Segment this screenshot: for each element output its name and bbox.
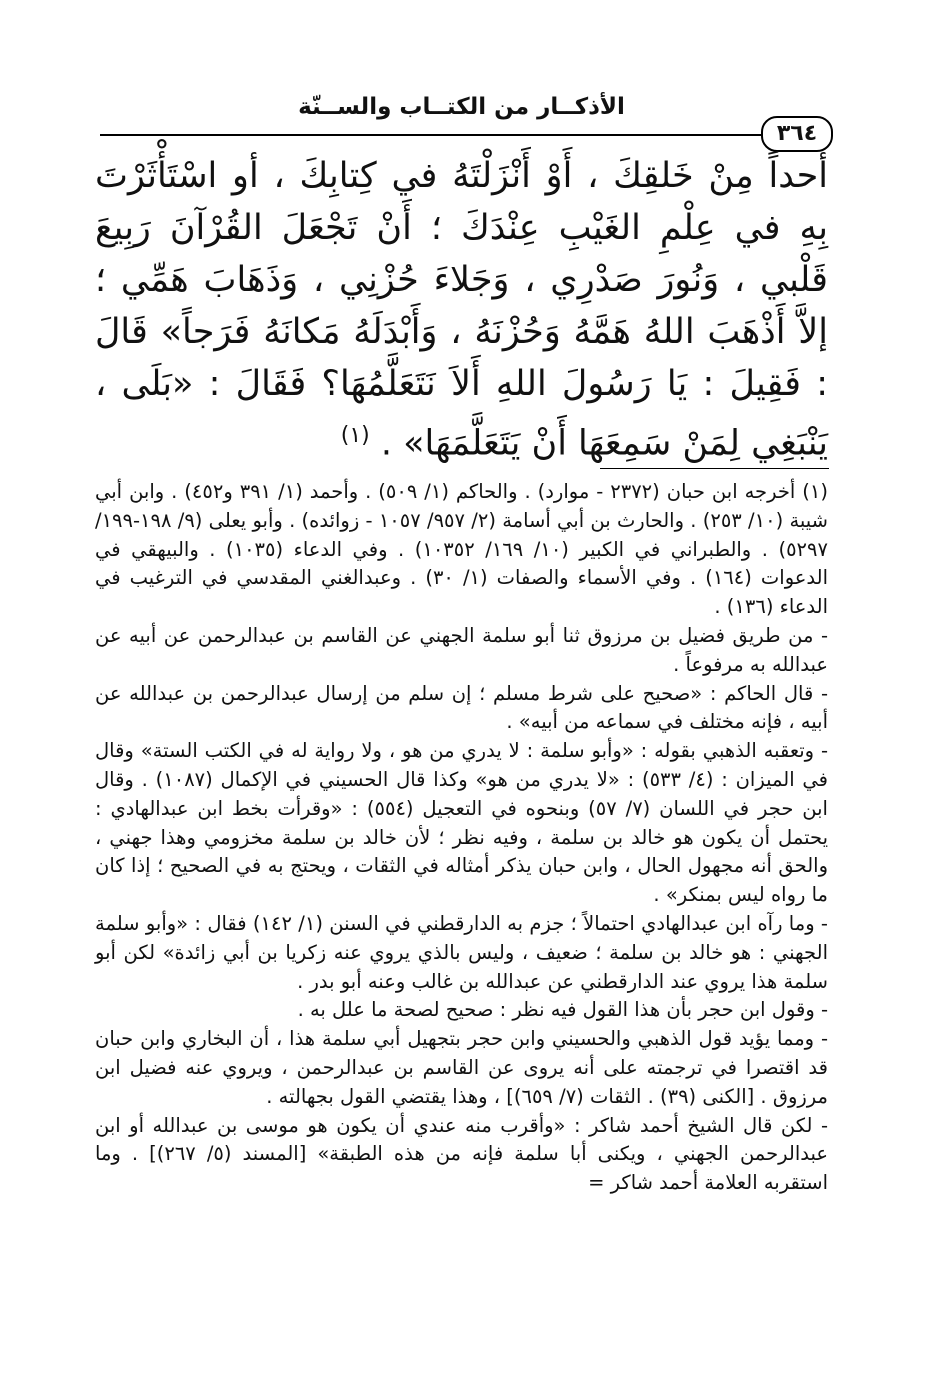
footnote-paragraph: - لكن قال الشيخ أحمد شاكر : «وأقرب منه عندي أن يكون هو موسى بن عبدالله أو ابن عبدالرحمن الجهني ، ويكنى أبا سلمة فإنه من هذه الطبقة» [المسند (٥/ ٢٦٧)] . وما استقربه العلامة أحمد شاكر = xyxy=(95,1113,828,1195)
footnote-paragraph: - قال الحاكم : «صحيح على شرط مسلم ؛ إن سلم من إرسال عبدالرحمن بن عبدالله عن أبيه ، فإنه مختلف في سماعه من أبيه» . xyxy=(95,681,828,734)
main-text-block xyxy=(95,150,828,470)
header-rule xyxy=(100,134,775,136)
footnote-separator xyxy=(600,468,829,469)
footnote-paragraph: - وما رآه ابن عبدالهادي احتمالاً ؛ جزم به الدارقطني في السنن (١/ ١٤٢) فقال : «وأبو سلمة الجهني : هو خالد بن سلمة ؛ ضعيف ، وليس بالذي يروي عنه زكريا بن أبي زائدة» لكن أبو سلمة هذا يروي عند الدارقطني عن عبدالله بن غالب وعنه أبو بدر . xyxy=(95,911,828,993)
footnote-marker: (١) xyxy=(340,423,370,448)
footnote-paragraph: - من طريق فضيل بن مرزوق ثنا أبو سلمة الجهني عن القاسم بن عبدالرحمن عن أبيه عن عبدالله به مرفوعاً . xyxy=(95,623,828,676)
footnote-paragraph: (١) أخرجه ابن حبان (٢٣٧٢ - موارد) . والحاكم (١/ ٥٠٩) . وأحمد (١/ ٣٩١ و٤٥٢) . وابن أبي شيبة (١٠/ ٢٥٣) . والحارث بن أبي أسامة (٢/ ٩٥٧/ ١٠٥٧ - زوائده) . وأبو يعلى (٩/ ١٩٨-١٩٩/ ٥٢٩٧) . والطبراني في الكبير (١٠/ ١٦٩/ ١٠٣٥٢) . وفي الدعاء (١٠٣٥) . والبيهقي في الدعوات (١٦٤) . وفي الأسماء والصفات (١/ ٣٠) . وعبدالغني المقدسي في الترغيب في الدعاء (١٣٦) . xyxy=(95,480,829,619)
footnote-paragraph: - وقول ابن حجر بأن هذا القول فيه نظر : صحيح لصحة ما علل به . xyxy=(297,998,828,1022)
running-title: الأذكــار من الكتــاب والســنّة xyxy=(298,94,625,120)
footnotes xyxy=(95,478,828,1198)
footnote-paragraph: - وتعقبه الذهبي بقوله : «وأبو سلمة : لا يدري من هو ، ولا رواية له في الكتب الستة» وقال في الميزان : (٤/ ٥٣٣) : «لا يدري من هو» وكذا قال الحسيني في الإكمال (١٠٨٧) . وقال ابن حجر في اللسان (٧/ ٥٧) وبنحوه في التعجيل (٥٥٤) : «وقرأت بخط ابن عبدالهادي : يحتمل أن يكون هو خالد بن سلمة ، وفيه نظر ؛ لأن خالد بن سلمة مخزومي وهذا جهني ، والحق أنه مجهول الحال ، وابن حبان يذكر أمثاله في الثقات ، ويحتج به في الصحيح ؛ إذا كان ما رواه ليس بمنكر» . xyxy=(95,739,828,907)
page-number: ٣٦٤ xyxy=(761,116,833,152)
main-text: أحداً مِنْ خَلقِكَ ، أَوْ أَنْزَلْتَهُ في كِتابِكَ ، أو اسْتَأْثَرْتَ بِهِ في عِلْمِ الغَيْبِ عِنْدَكَ ؛ أَنْ تَجْعَلَ القُرْآنَ رَبِيعَ قَلْبي ، وَنُورَ صَدْرِي ، وَجَلاءَ حُزْنِي ، وَذَهَابَ هَمِّي ؛ إلاَّ أَذْهَبَ اللهُ هَمَّهُ وَحُزْنَهُ ، وَأَبْدَلَهُ مَكانَهُ فَرَجاً» قَالَ : فَقِيلَ : يَا رَسُولَ اللهِ أَلاَ نَتَعَلَّمُهَا؟ فَقَالَ : «بَلَى ، يَنْبَغِي لِمَنْ سَمِعَهَا أَنْ يَتَعَلَّمَهَا» . xyxy=(95,156,828,464)
footnote-paragraph: - ومما يؤيد قول الذهبي والحسيني وابن حجر بتجهيل أبي سلمة هذا ، أن البخاري وابن حبان قد اقتصرا في ترجمته على أنه يروى عن القاسم بن عبدالرحمن ، ويروي عنه فضيل ابن مرزوق . [الكنى (٣٩) . الثقات (٧/ ٦٥٩)] ، وهذا يقتضي القول بجهالته . xyxy=(95,1027,828,1108)
